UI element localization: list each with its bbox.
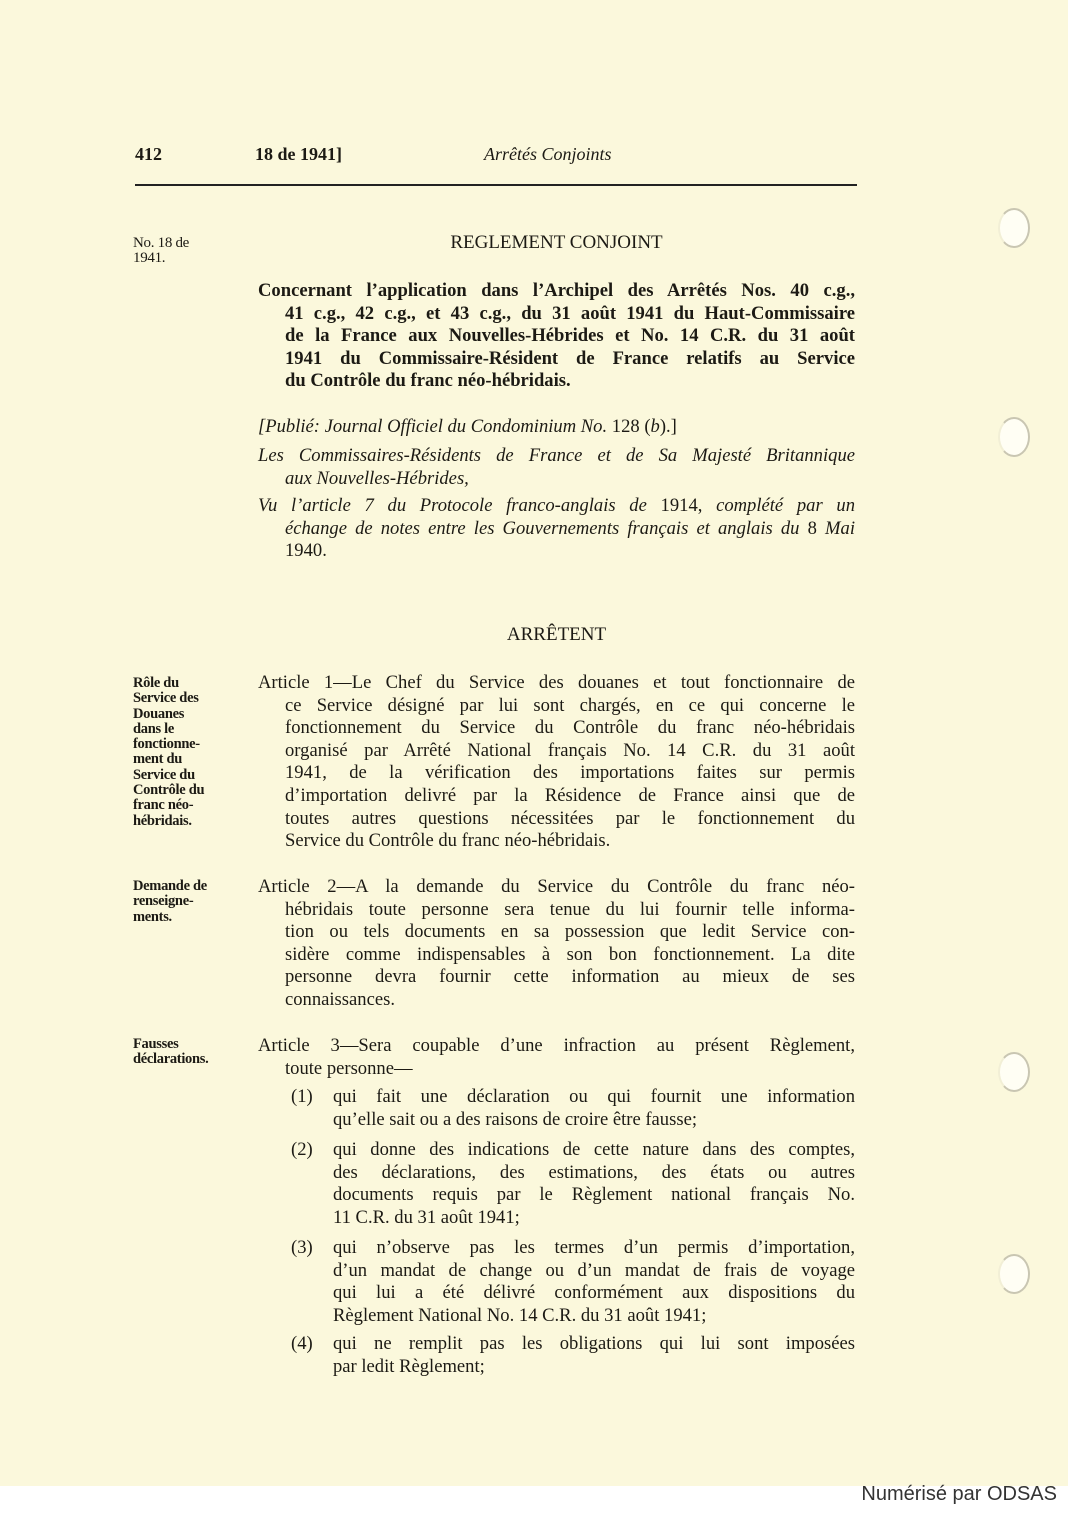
publication-note [258,416,855,439]
text-line: Règlement National No. 14 C.R. du 31 août 1941; [333,1304,707,1326]
text-line: organisé par Arrêté National français No. 14 C.R. du 31 août [285,739,855,761]
text-line: 11 C.R. du 31 août 1941; [333,1206,520,1228]
text-line: dans le [133,720,175,737]
article-3-item-1 [291,1086,855,1131]
text-segment: Vu l’article 7 du Protocole franco-anglais de [258,495,661,516]
text-line: Rôle du [133,675,179,691]
text-line: 1941, de la vérification des importations faites sur permis [285,762,855,784]
article-3 [258,1035,855,1080]
text-line: qui ne remplit pas les obligations qui lui sont imposées [333,1333,855,1354]
text-segment: b [650,416,660,437]
text-line: Article 2—A la demande du Service du Contrôle du franc néo- [258,876,855,897]
text-line: tion ou tels documents en sa possession que ledit Service con- [285,921,855,943]
text-line: toutes autres questions nécessitées par le fonctionnement du [285,807,855,829]
item-number: (1) [291,1086,313,1107]
text-line: de la France aux Nouvelles-Hébrides et No. 14 C.R. du 31 août [285,325,855,347]
text-line [258,540,855,563]
page-number: 412 [135,144,162,164]
article-3-item-3 [291,1237,855,1327]
text-line: connaissances. [285,988,395,1010]
text-line: hébridais toute personne sera tenue du lui fournir telle informa- [285,898,855,920]
text-line: toute personne— [285,1057,413,1079]
binder-hole-icon [998,1254,1030,1294]
text-line: Fausses [133,1036,179,1052]
item-number: (2) [291,1139,313,1160]
text-line [258,495,855,518]
document-subtitle [258,280,855,393]
item-number: (3) [291,1237,313,1258]
text-line: documents requis par le Règlement national français No. [333,1184,855,1206]
article-3-item-4 [291,1333,855,1378]
text-segment: complété par un [716,495,855,516]
text-line: des déclarations, des estimations, des états ou autres [333,1161,855,1183]
text-line: ment du [133,751,183,768]
article-3-item-2 [291,1139,855,1229]
text-line: qu’elle sait ou a des raisons de croire être fausse; [333,1108,697,1130]
text-line: Service du Contrôle du franc néo-hébridais. [285,830,611,852]
text-segment: échange de notes entre les Gouvernements français et anglais du [285,517,808,539]
decree-heading: ARRÊTENT [506,624,607,645]
document-heading: REGLEMENT CONJOINT [450,232,663,253]
text-line: d’importation delivré par la Résidence de France ainsi que de [285,784,855,806]
text-line: Douanes [133,705,185,722]
text-line: hébridais. [133,812,192,829]
text-line: par ledit Règlement; [333,1355,485,1377]
text-segment: 1914, [660,495,717,516]
digitization-credit: Numérisé par ODSAS [861,1483,1057,1505]
text-line [258,416,855,439]
text-line: renseigne- [133,893,194,910]
text-line: sidère comme indispensables à son bon fonctionnement. La dite [285,943,855,965]
text-line: Service des [133,690,199,707]
text-line: Service du [133,766,195,783]
text-line: d’un mandat de change ou d’un mandat de frais de voyage [333,1259,855,1281]
text-line: déclarations. [133,1051,209,1068]
text-line: No. 18 de [133,235,190,251]
margin-note-fausses [133,1037,243,1068]
margin-note-role [133,676,243,829]
text-line: aux Nouvelles-Hébrides, [285,467,469,489]
text-line: 1941 du Commissaire-Résident de France relatifs au Service [285,347,855,369]
binder-hole-icon [998,417,1030,457]
text-segment: 1940. [285,540,327,562]
text-line: Article 1—Le Chef du Service des douanes et tout fonctionnaire de [258,672,855,693]
text-segment: [Publié: Journal Officiel du Condominium No. [258,416,612,437]
text-line: ments. [133,908,172,925]
text-line: du Contrôle du franc néo-hébridais. [285,370,571,392]
text-line: ce Service désigné par lui sont chargés, en ce qui concerne le [285,694,855,716]
preamble-vu [258,495,855,563]
text-line [258,518,855,541]
header-rule [135,184,857,186]
text-line: personne devra fournir cette information au mieux de ses [285,966,855,988]
text-line: qui fait une déclaration ou qui fournit une information [333,1086,855,1107]
text-line: Contrôle du [133,782,205,799]
text-line: fonctionnement du Service du Contrôle du franc néo-hébridais [285,717,855,739]
text-line: qui lui a été délivré conformément aux dispositions du [333,1282,855,1304]
margin-note-demande [133,879,243,925]
text-segment: 128 ( [611,416,651,437]
text-segment: Mai [825,517,855,539]
text-line: fonctionne- [133,736,200,753]
binder-hole-icon [998,1052,1030,1092]
text-line: 1941. [133,250,166,267]
text-line: Demande de [133,878,207,894]
text-segment: 8 [807,517,826,539]
running-title: Arrêtés Conjoints [484,144,612,164]
text-line: Les Commissaires-Résidents de France et de Sa Majesté Britannique [258,445,855,466]
text-line: Concernant l’application dans l’Archipel des Arrêtés Nos. 40 c.g., [258,280,855,301]
margin-note-number [133,236,243,267]
article-1 [258,672,855,853]
preamble-commissaires [258,445,855,490]
article-2 [258,876,855,1012]
text-segment: ).] [659,416,677,437]
text-line: franc néo- [133,797,194,814]
header-reference: 18 de 1941] [255,144,342,164]
text-line: 41 c.g., 42 c.g., et 43 c.g., du 31 août 1941 du Haut-Commissaire [285,302,855,324]
binder-hole-icon [998,208,1030,248]
text-line: qui n’observe pas les termes d’un permis d’importation, [333,1237,855,1258]
text-line: Article 3—Sera coupable d’une infraction au présent Règlement, [258,1035,855,1056]
text-line: qui donne des indications de cette nature dans des comptes, [333,1139,855,1160]
item-number: (4) [291,1333,313,1354]
